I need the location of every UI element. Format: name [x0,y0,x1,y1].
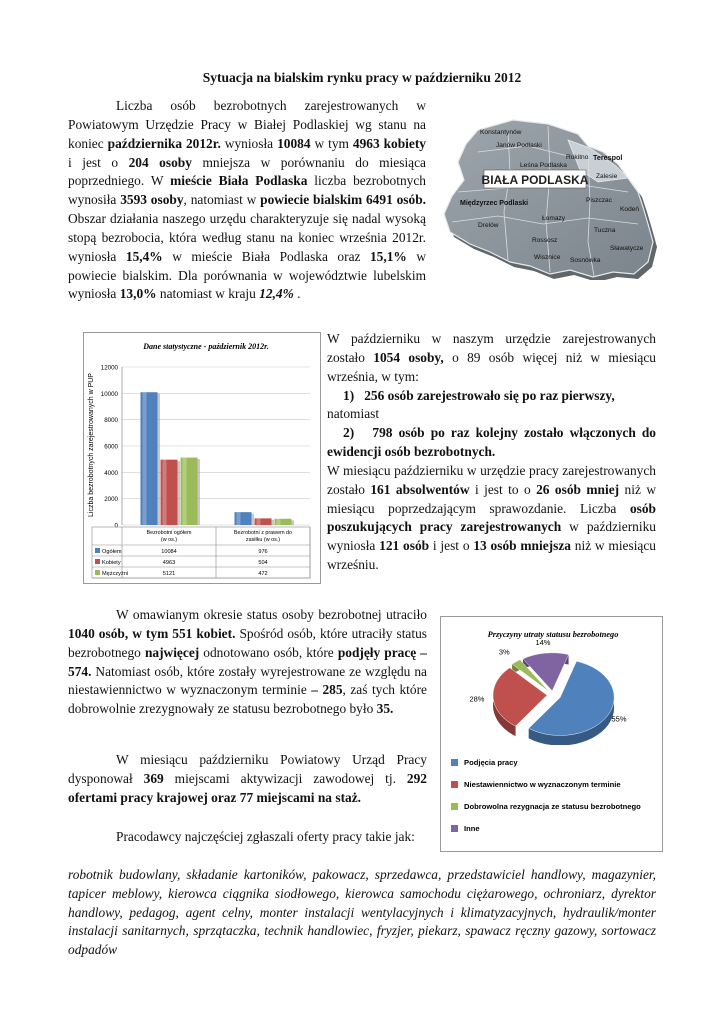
series-swatch [95,559,100,564]
map-place: Sławatycze [610,245,644,252]
data-value: 10084 [161,548,177,555]
category-label: Bezrobotni ogółem [146,530,192,536]
map-place: Wisznice [534,254,561,261]
map-place: Rokitno [566,154,589,161]
legend-item: Inne [451,817,656,839]
map-place: Zalesie [596,173,618,180]
y-tick-label: 0 [114,522,118,530]
paragraph-status-loss: W omawianym okresie status osoby bezrobotnej utraciło 1040 osób, w tym 551 kobiet. Spośród osób, które utraciły status bezrobotnego najwięcej odnotowano osób, które podjęły pracę – 574. Natomiast osób, które zostały wyrejestrowane ze względu na niestawiennictwo w wyznaczonym terminie – 285, zaś tych które dobrowolnie zrezygnowały ze statusu bezrobotnego było 35. [68,607,427,717]
y-tick-label: 6000 [104,443,118,451]
paragraph-job-offers: W miesiącu październiku Powiatowy Urząd Pracy dysponował 369 miejscami aktywizacji zawodowej tj. 292 ofertami pracy krajowej oraz 77 miejscami na staż. [68,752,427,805]
pie-legend [451,751,656,839]
bar-chart-title: Dane statystyczne - październik 2012r. [143,342,269,351]
map-place: Janów Podlaski [496,142,542,149]
legend-swatch [451,803,458,810]
category-label: zasiłku (w os.) [245,537,281,543]
series-name: Ogółem [102,548,122,555]
series-swatch [95,570,100,575]
map-place: Konstantynów [480,129,522,136]
map-place: Tuczna [594,227,616,234]
series-swatch [95,548,100,553]
map-place: Drelów [478,222,499,229]
y-tick-label: 2000 [104,496,118,504]
map-place: Piszczac [586,197,613,204]
paragraph-unemployment-summary: Liczba osób bezrobotnych zarejestrowanych w Powiatowym Urzędzie Pracy w Białej Podlaskiej wg stanu na koniec października 2012r. wyniosła 10084 w tym 4963 kobiety i jest o 204 osoby mniejsza w porównaniu do miesiąca poprzedniego. W mieście Biała Podlaska liczba bezrobotnych wynosiła 3593 osoby, natomiast w powiecie bialskim 6491 osób. Obszar działania naszego urzędu charakteryzuje się nadal wysoką stopą bezrobocia, która według stanu na koniec września 2012r. wyniosła 15,4% w mieście Biała Podlaska oraz 15,1% w powiecie bialskim. Dla porównania w województwie lubelskim wyniosła 13,0% natomiast w kraju 12,4% . [68,98,427,302]
y-tick-label: 8000 [104,417,118,425]
bar-highlight [163,460,167,525]
bar-highlight [257,518,261,525]
page-title: Sytuacja na bialskim rynku pracy w październiku 2012 [202,70,522,85]
category-label: Bezrobotni z prawem do [233,530,293,536]
map-place: Sosnówka [570,257,601,264]
data-value: 4963 [162,559,176,566]
bar-chart-box [83,332,321,584]
data-value: 5121 [162,570,176,577]
legend-item: Dobrowolna rezygnacja ze statusu bezrobotnego [451,795,656,817]
bar-highlight [143,392,147,525]
category-label: (w os.) [160,537,178,543]
pie-chart [441,617,662,745]
pie-value-label: 55% [611,714,627,724]
series-name: Kobiety [102,559,121,566]
map-place: Terespol [593,153,623,162]
legend-swatch [451,781,458,788]
data-value: 976 [258,548,268,555]
map-place: Rossosz [532,237,558,244]
bar-chart [84,333,320,583]
paragraph-registrations: W październiku w naszym urzędzie zarejestrowanych zostało 1054 osoby, o 89 osób więcej niż w miesiącu września, w tym: 1) 256 osób zarejestrowało się po raz pierwszy, natomiast 2) 798 osób po raz kolejny zostało włączonych do ewidencji osób bezrobotnych. W miesiącu październiku w urzędzie pracy zarejestrowanych zostało 161 absolwentów i jest to o 26 osób mniej niż w miesiącu poprzedzającym sprawozdanie. Liczba osób poszukujących pracy zarejestrowanych w październiku wyniosła 121 osób i jest o 13 osób mniejsza niż w miesiącu wrześniu. [327,331,657,573]
pie-chart-title: Przyczyny utraty statusu bezrobotnego [487,630,619,639]
map-place: Leśna Podlaska [520,162,567,169]
map-place: Łomazy [542,215,566,222]
pie-value-label: 28% [469,694,485,704]
map-place: Kodeń [620,206,640,213]
legend-item: Niestawiennictwo w wyznaczonym terminie [451,773,656,795]
bar-highlight [277,519,281,525]
pie-value-label: 3% [498,647,510,657]
pie-value-label: 14% [535,637,551,647]
district-map-graphic [438,112,660,280]
y-tick-label: 4000 [104,469,118,477]
bar-chart-ylabel: Liczba bezrobotnych zarejestrowanych w PUP [88,373,95,517]
map-region-label: BIAŁA PODLASKA [481,173,589,187]
bar-highlight [183,458,187,525]
data-value: 504 [258,559,268,566]
legend-swatch [451,759,458,766]
paragraph-employer-offers-list: robotnik budowlany, składanie kartoników, pakowacz, sprzedawca, przedstawiciel handlowy, magazynier, tapicer meblowy, kierowca ciągnika siodłowego, kierowca samochodu ciężarowego, ochroniarz, dyrektor handlowy, pedagog, agent celny, monter instalacji wentylacyjnych i klimatyzacyjnych, hydraulik/monter instalacji sanitarnych, sprzątaczka, technik handlowiec, fryzjer, piekarz, spawacz ręczny gazowy, sortowacz odpadów [68,866,656,958]
map-place: Międzyrzec Podlaski [460,200,529,207]
y-tick-label: 12000 [100,364,118,372]
series-name: Mężczyźni [102,570,129,577]
bar-highlight [237,512,241,525]
data-value: 472 [258,570,268,577]
y-tick-label: 10000 [100,390,118,398]
district-map [438,112,660,280]
legend-item: Podjęcia pracy [451,751,656,773]
paragraph-employer-offers: Pracodawcy najczęściej zgłaszali oferty pracy takie jak: [116,829,415,844]
pie-chart-box [440,616,663,852]
